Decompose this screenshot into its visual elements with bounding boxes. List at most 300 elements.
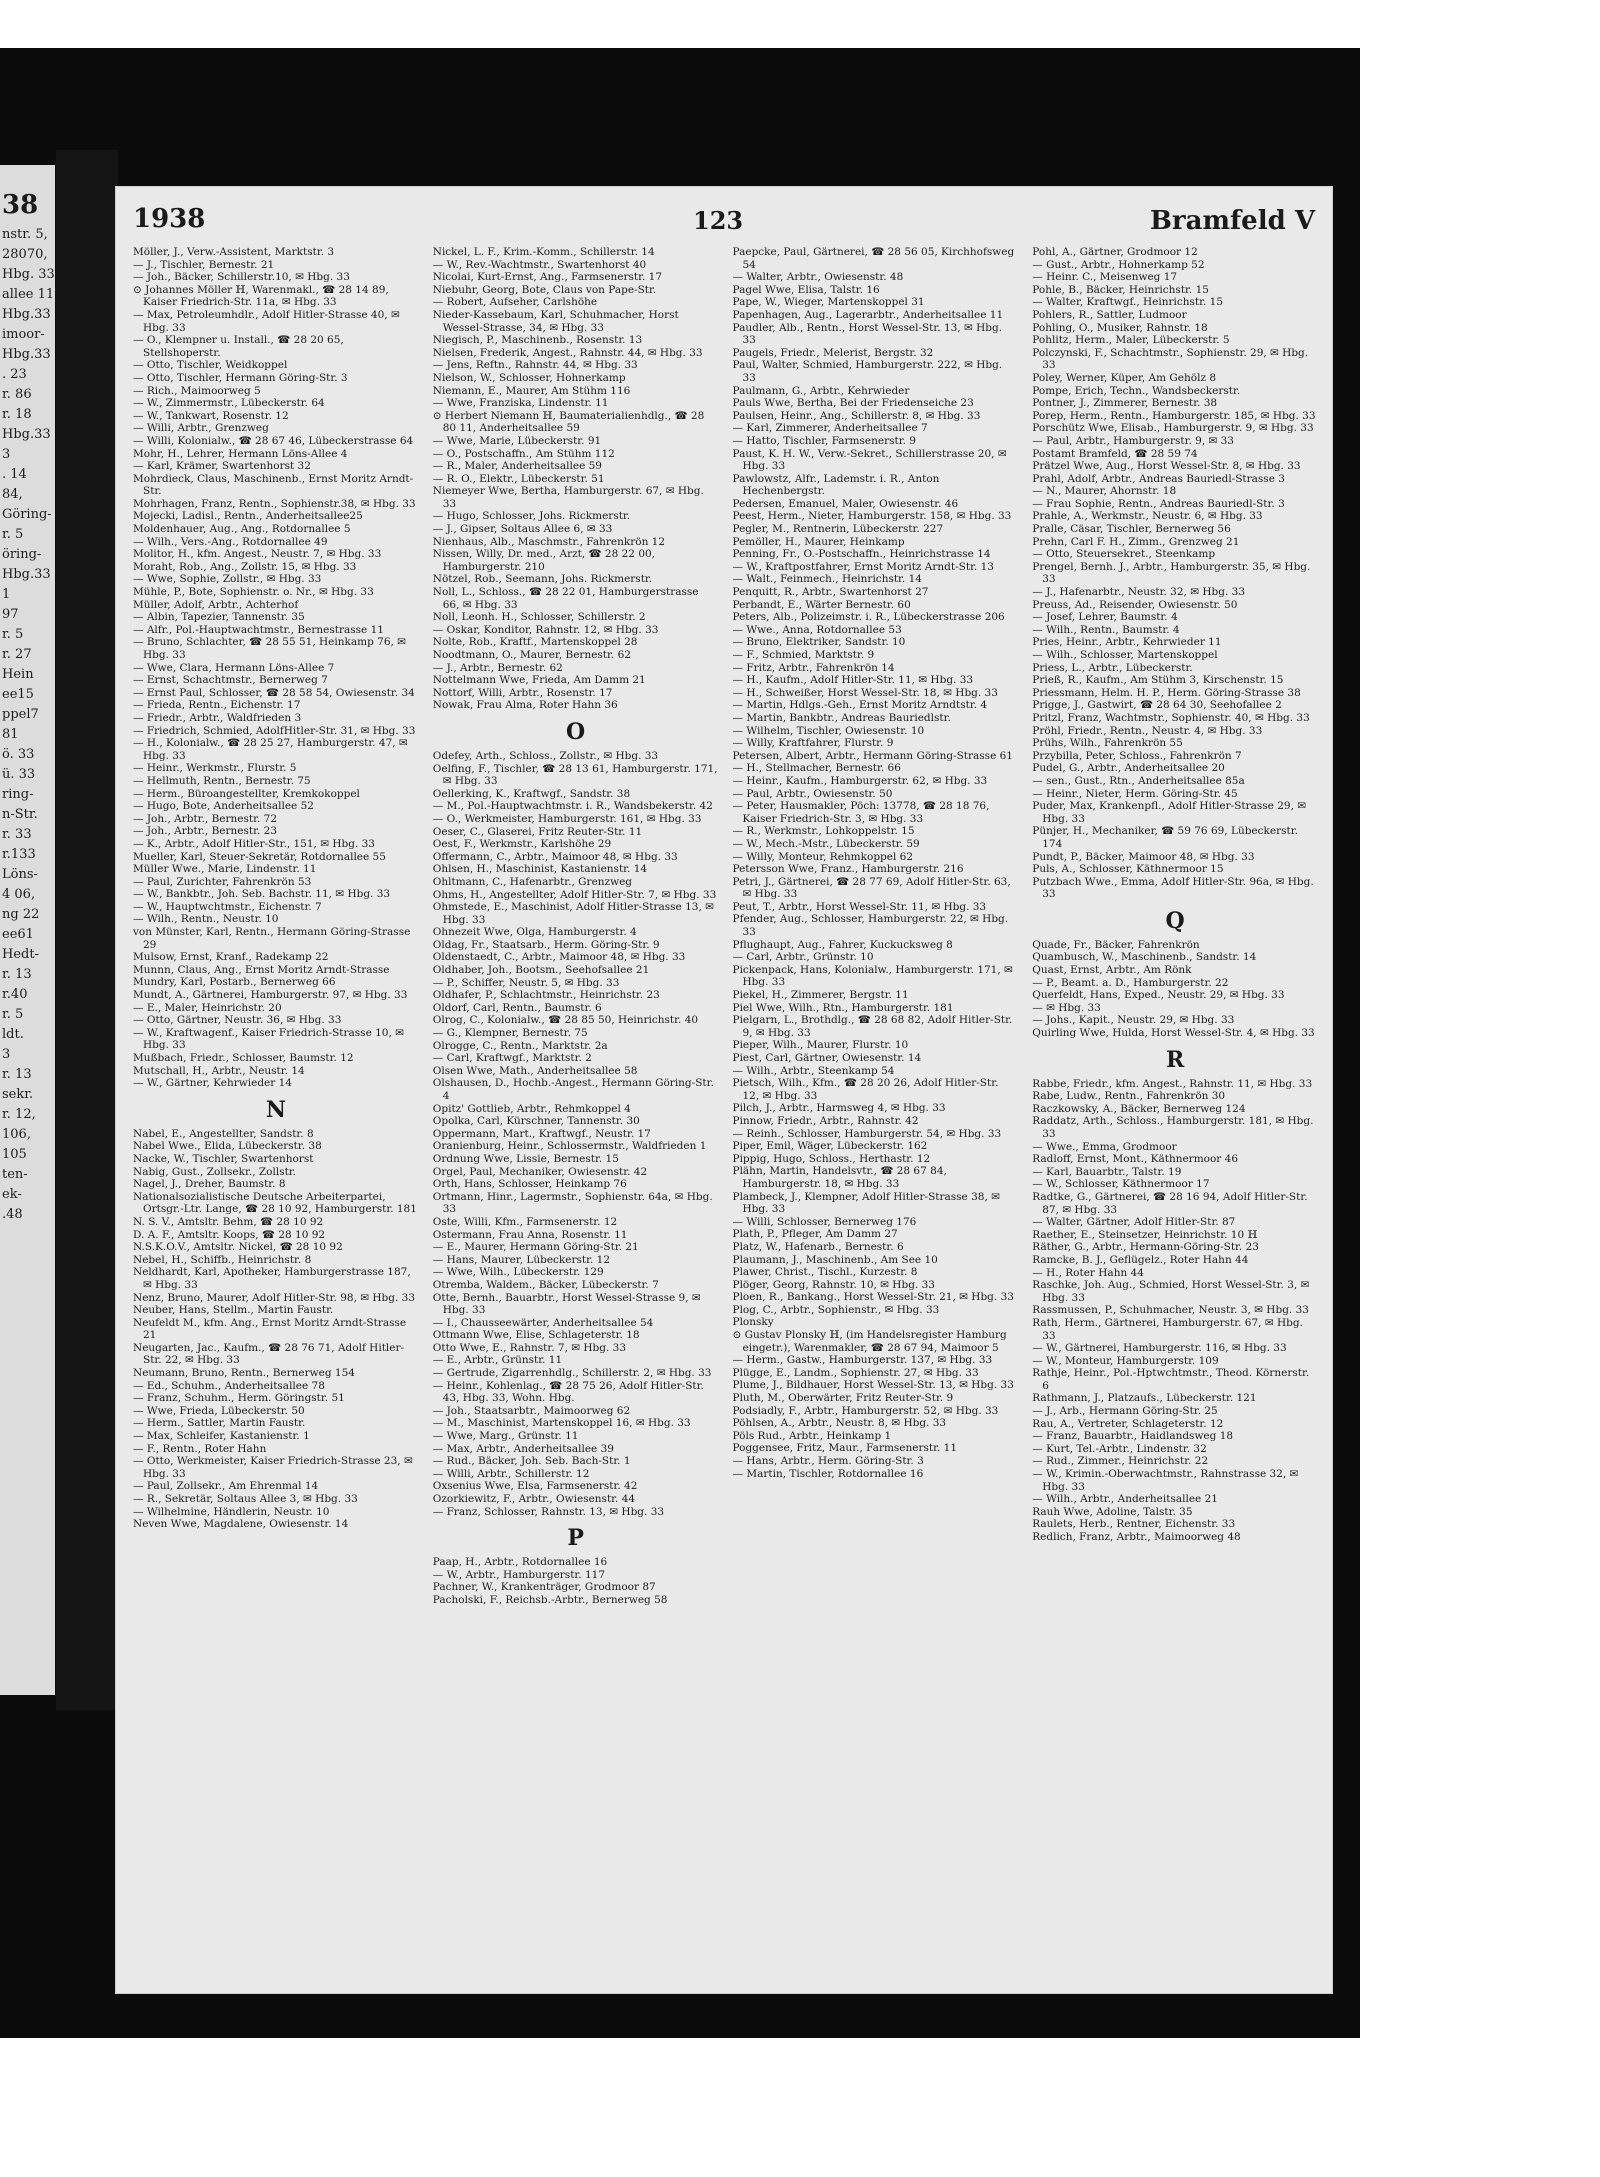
directory-entry: Nolte, Rob., Kraftf., Martenskoppel 28 bbox=[432, 636, 638, 649]
directory-entry: — Alfr., Pol.-Hauptwachtmstr., Bernestrasse 11 bbox=[133, 623, 384, 636]
directory-entry: Pöhlsen, A., Arbtr., Neustr. 8, ✉ Hbg. 33 bbox=[732, 1417, 947, 1430]
directory-entry: Piest, Carl, Gärtner, Owiesenstr. 14 bbox=[732, 1052, 922, 1064]
directory-entry: — Peter, Hausmakler, Pöch: 13778, ☎ 28 18 76, Kaiser Friedrich-Str. 3, ✉ Hbg. 33 bbox=[732, 800, 990, 825]
directory-entry: Raddatz, Arth., Schloss., Hamburgerstr. 181, ✉ Hbg. 33 bbox=[1032, 1115, 1314, 1140]
directory-entry: Pachner, W., Krankenträger, Grodmoor 87 bbox=[432, 1581, 656, 1594]
directory-entry: — Joh., Bäcker, Schillerstr.10, ✉ Hbg. 33 bbox=[133, 271, 350, 284]
left-page-fragment: r. 13 bbox=[2, 967, 32, 982]
left-page-fragment: r.40 bbox=[2, 987, 28, 1002]
directory-entry: — Herm., Sattler, Martin Faustr. bbox=[133, 1417, 306, 1430]
directory-entry: — ✉ Hbg. 33 bbox=[1032, 1001, 1101, 1014]
directory-entry: Plog, C., Arbtr., Sophienstr., ✉ Hbg. 33 bbox=[732, 1303, 940, 1316]
directory-entry: — Heinr. C., Meisenweg 17 bbox=[1032, 271, 1178, 284]
directory-entry: — W., Krimin.-Oberwachtmstr., Rahnstrasse 32, ✉ Hbg. 33 bbox=[1032, 1468, 1299, 1493]
directory-entry: — Wwe., Emma, Grodmoor bbox=[1032, 1140, 1177, 1153]
directory-entry: — Carl, Arbtr., Grünstr. 10 bbox=[732, 951, 874, 964]
directory-entry: — Joh., Arbtr., Bernestr. 72 bbox=[133, 812, 278, 825]
directory-entry: — Willi, Schlosser, Bernerweg 176 bbox=[732, 1215, 917, 1228]
directory-entry: Plume, J., Bildhauer, Horst Wessel-Str. 13, ✉ Hbg. 33 bbox=[732, 1379, 1014, 1392]
directory-entry: — Fritz, Arbtr., Fahrenkrön 14 bbox=[732, 661, 895, 674]
directory-entry: — Oskar, Konditor, Rahnstr. 12, ✉ Hbg. 33 bbox=[432, 623, 659, 636]
directory-entry: Ostermann, Frau Anna, Rosenstr. 11 bbox=[432, 1228, 628, 1241]
directory-entry: — Wilh., Schlosser, Martenskoppel bbox=[1032, 649, 1218, 661]
directory-entry: — R., Sekretär, Soltaus Allee 3, ✉ Hbg. 33 bbox=[133, 1493, 358, 1505]
directory-entry: Porep, Herm., Rentn., Hamburgerstr. 185, ✉ Hbg. 33 bbox=[1032, 409, 1316, 422]
directory-entry: — Wilhelm, Tischler, Owiesenstr. 10 bbox=[732, 724, 925, 737]
directory-entry: — Robert, Aufseher, Carlshöhe bbox=[432, 296, 598, 309]
directory-entry: Oldhaber, Joh., Bootsm., Seehofsallee 21 bbox=[432, 964, 650, 977]
section-letter: Q bbox=[1165, 907, 1185, 934]
section-letter: P bbox=[567, 1525, 584, 1552]
directory-entry: — Frau Sophie, Rentn., Andreas Bauriedl-Str. 3 bbox=[1032, 497, 1285, 510]
directory-entry: Paudler, Alb., Rentn., Horst Wessel-Str. 13, ✉ Hbg. 33 bbox=[732, 321, 1003, 347]
directory-entry: — Ernst, Schachtmstr., Bernerweg 7 bbox=[133, 674, 328, 687]
directory-entry: Ploen, R., Bankang., Horst Wessel-Str. 21, ✉ Hbg. 33 bbox=[732, 1291, 1014, 1304]
directory-entry: Podsiadly, F., Arbtr., Hamburgerstr. 52, ✉ Hbg. 33 bbox=[732, 1404, 999, 1417]
directory-entry: Otte, Bernh., Bauarbtr., Horst Wessel-Strasse 9, ✉ Hbg. 33 bbox=[432, 1291, 701, 1317]
directory-entry: Pagel Wwe, Elisa, Talstr. 16 bbox=[732, 283, 880, 296]
directory-entry: Pegler, M., Rentnerin, Lübeckerstr. 227 bbox=[732, 523, 944, 536]
directory-entry: Paul, Walter, Schmied, Hamburgerstr. 222, ✉ Hbg. 33 bbox=[732, 359, 1003, 384]
directory-entry: Ohlsen, H., Maschinist, Kastanienstr. 14 bbox=[432, 863, 648, 876]
directory-entry: Plügge, E., Landm., Sophienstr. 27, ✉ Hbg. 33 bbox=[732, 1366, 979, 1379]
directory-entry: Oeser, C., Glaserei, Fritz Reuter-Str. 11 bbox=[432, 825, 643, 838]
directory-entry: — W., Tankwart, Rosenstr. 12 bbox=[133, 409, 289, 422]
left-page-fragment: ng 22 bbox=[2, 907, 40, 922]
directory-entry: Noll, L., Schloss., ☎ 28 22 01, Hamburgerstrasse 66, ✉ Hbg. 33 bbox=[432, 586, 699, 611]
directory-entry: — Martin, Tischler, Rotdornallee 16 bbox=[732, 1467, 924, 1480]
directory-entry: Pinnow, Friedr., Arbtr., Rahnstr. 42 bbox=[732, 1114, 919, 1127]
directory-entry: Niemann, E., Maurer, Am Stühm 116 bbox=[432, 384, 631, 397]
directory-entry: Oste, Willi, Kfm., Farmsenerstr. 12 bbox=[432, 1215, 618, 1228]
directory-entry: Piel Wwe, Wilh., Rtn., Hamburgerstr. 181 bbox=[732, 1001, 954, 1014]
directory-entry: Quast, Ernst, Arbtr., Am Rönk bbox=[1032, 964, 1192, 977]
directory-entry: Raschke, Joh. Aug., Schmied, Horst Wessel-Str. 3, ✉ Hbg. 33 bbox=[1032, 1279, 1310, 1304]
directory-entry: Pflughaupt, Aug., Fahrer, Kuckucksweg 8 bbox=[732, 938, 953, 951]
directory-entry: Penning, Fr., O.-Postschaffn., Heinrichstrasse 14 bbox=[732, 548, 991, 561]
left-page-fragment: Hein bbox=[2, 667, 34, 682]
directory-entry: Ohnezeit Wwe, Olga, Hamburgerstr. 4 bbox=[432, 926, 637, 939]
directory-entry: — Hugo, Bote, Anderheitsallee 52 bbox=[133, 800, 314, 813]
left-page-edge bbox=[0, 165, 55, 1695]
directory-entry: Rathje, Heinr., Pol.-Hptwchtmstr., Theod. Körnerstr. 6 bbox=[1032, 1367, 1310, 1392]
directory-entry: — sen., Gust., Rtn., Anderheitsallee 85a bbox=[1032, 774, 1245, 787]
directory-entry: — P., Beamt. a. D., Hamburgerstr. 22 bbox=[1032, 976, 1229, 989]
directory-entry: Petri, J., Gärtnerei, ☎ 28 77 69, Adolf Hitler-Str. 63, ✉ Hbg. 33 bbox=[732, 875, 1011, 901]
directory-entry: Neldhardt, Karl, Apotheker, Hamburgerstrasse 187, ✉ Hbg. 33 bbox=[133, 1266, 411, 1291]
directory-entry: — Karl, Krämer, Swartenhorst 32 bbox=[133, 460, 311, 473]
directory-entry: Rath, Herm., Gärtnerei, Hamburgerstr. 67, ✉ Hbg. 33 bbox=[1032, 1316, 1303, 1342]
directory-entry: Radloff, Ernst, Mont., Käthnermoor 46 bbox=[1032, 1153, 1239, 1166]
directory-entry: — Karl, Bauarbtr., Talstr. 19 bbox=[1032, 1165, 1182, 1178]
directory-entry: Olshausen, D., Hochb.-Angest., Hermann Göring-Str. 4 bbox=[432, 1077, 714, 1102]
directory-entry: Ortmann, Hinr., Lagermstr., Sophienstr. 64a, ✉ Hbg. 33 bbox=[432, 1190, 713, 1216]
directory-entry: D. A. F., Amtsltr. Koops, ☎ 28 10 92 bbox=[133, 1228, 326, 1241]
directory-entry: — Hans, Arbtr., Herm. Göring-Str. 3 bbox=[732, 1455, 924, 1467]
directory-columns bbox=[133, 246, 1318, 1986]
directory-entry: — W., Monteur, Hamburgerstr. 109 bbox=[1032, 1354, 1219, 1367]
directory-entry: — G., Klempner, Bernestr. 75 bbox=[432, 1027, 588, 1040]
directory-entry: — Hugo, Schlosser, Johs. Rickmerstr. bbox=[432, 510, 631, 523]
directory-entry: Mühle, P., Bote, Sophienstr. o. Nr., ✉ Hbg. 33 bbox=[133, 586, 374, 599]
left-page-fragment: . 14 bbox=[2, 467, 27, 482]
directory-entry: — W., Mech.-Mstr., Lübeckerstr. 59 bbox=[732, 837, 920, 850]
directory-entry: Orgel, Paul, Mechaniker, Owiesenstr. 42 bbox=[432, 1165, 648, 1178]
directory-entry: — W., Kraftpostfahrer, Ernst Moritz Arndt-Str. 13 bbox=[732, 560, 994, 573]
directory-entry: Pielgarn, L., Brothdlg., ☎ 28 68 82, Adolf Hitler-Str. 9, ✉ Hbg. 33 bbox=[732, 1014, 1013, 1039]
directory-entry: — Josef, Lehrer, Baumstr. 4 bbox=[1032, 611, 1178, 624]
book-gutter bbox=[56, 150, 118, 1710]
scan-margin-bottom bbox=[0, 2040, 1600, 2177]
left-page-fragment: 38 bbox=[2, 190, 39, 220]
directory-entry: — Rud., Zimmer., Heinrichstr. 22 bbox=[1032, 1455, 1209, 1468]
directory-entry: — E., Arbtr., Grünstr. 11 bbox=[432, 1354, 563, 1367]
directory-entry: — W., Arbtr., Hamburgerstr. 117 bbox=[432, 1568, 606, 1581]
directory-entry: — R. O., Elektr., Lübeckerstr. 51 bbox=[432, 472, 605, 485]
directory-entry: Mutschall, H., Arbtr., Neustr. 14 bbox=[133, 1064, 305, 1077]
directory-entry: Pohl, A., Gärtner, Grodmoor 12 bbox=[1032, 246, 1198, 258]
directory-entry: Mojecki, Ladisl., Rentn., Anderheitsallee25 bbox=[133, 510, 363, 523]
directory-entry: — W., Hauptwchtmstr., Eichenstr. 7 bbox=[133, 900, 322, 913]
directory-entry: Poley, Werner, Küper, Am Gehölz 8 bbox=[1032, 371, 1217, 384]
directory-entry: Olrog, C., Kolonialw., ☎ 28 85 50, Heinrichstr. 40 bbox=[432, 1014, 699, 1027]
directory-entry: — Wwe, Sophie, Zollstr., ✉ Hbg. 33 bbox=[133, 573, 322, 586]
left-page-fragment: sekr. bbox=[2, 1087, 34, 1102]
directory-entry: Nagel, J., Dreher, Baumstr. 8 bbox=[133, 1178, 286, 1191]
directory-column-4 bbox=[1032, 246, 1318, 1986]
directory-entry: — Franz, Bauarbtr., Haidlandsweg 18 bbox=[1032, 1430, 1234, 1443]
directory-entry: Penquitt, R., Arbtr., Swartenhorst 27 bbox=[732, 586, 929, 599]
directory-entry: Moraht, Rob., Ang., Zollstr. 15, ✉ Hbg. 33 bbox=[133, 560, 357, 573]
directory-entry: Pröhl, Friedr., Rentn., Neustr. 4, ✉ Hbg. 33 bbox=[1032, 724, 1263, 737]
directory-entry: Opolka, Carl, Kürschner, Tannenstr. 30 bbox=[432, 1115, 640, 1128]
directory-entry: — Otto, Tischler, Hermann Göring-Str. 3 bbox=[133, 371, 348, 384]
directory-entry: Nötzel, Rob., Seemann, Johs. Rickmerstr. bbox=[432, 573, 653, 586]
left-page-fragment: 3 bbox=[2, 447, 11, 462]
directory-entry: Nieder-Kassebaum, Karl, Schuhmacher, Horst Wessel-Strasse, 34, ✉ Hbg. 33 bbox=[432, 308, 679, 334]
directory-entry: Pacholski, F., Reichsb.-Arbtr., Bernerweg 58 bbox=[432, 1593, 668, 1606]
directory-entry: — Gust., Arbtr., Hohnerkamp 52 bbox=[1032, 258, 1205, 271]
directory-entry: Pemöller, H., Maurer, Heinkamp bbox=[732, 535, 905, 548]
directory-entry: — N., Maurer, Ahornstr. 18 bbox=[1032, 485, 1177, 498]
directory-entry: Oelfing, F., Tischler, ☎ 28 13 61, Hamburgerstr. 171, ✉ Hbg. 33 bbox=[432, 762, 718, 788]
directory-entry: Odefey, Arth., Schloss., Zollstr., ✉ Hbg. 33 bbox=[432, 749, 659, 762]
directory-entry: Pilch, J., Arbtr., Harmsweg 4, ✉ Hbg. 33 bbox=[732, 1102, 946, 1115]
directory-entry: — Heinr., Nieter, Herm. Göring-Str. 45 bbox=[1032, 787, 1238, 800]
directory-entry: Pralle, Cäsar, Tischler, Bernerweg 56 bbox=[1032, 523, 1231, 536]
directory-entry: Molitor, H., kfm. Angest., Neustr. 7, ✉ Hbg. 33 bbox=[133, 548, 382, 561]
left-page-fragment: Hbg. 33 bbox=[2, 267, 55, 282]
left-page-fragment: ek- bbox=[2, 1187, 22, 1202]
directory-column-2 bbox=[433, 246, 719, 1986]
directory-entry: — R., Maler, Anderheitsallee 59 bbox=[432, 460, 602, 473]
directory-entry: Niebuhr, Georg, Bote, Claus von Pape-Str. bbox=[432, 283, 657, 296]
left-page-fragment: Hbg.33 bbox=[2, 347, 51, 362]
directory-entry: Redlich, Franz, Arbtr., Maimoorweg 48 bbox=[1032, 1531, 1241, 1543]
directory-entry: Plambeck, J., Klempner, Adolf Hitler-Strasse 38, ✉ Hbg. 33 bbox=[732, 1190, 1000, 1216]
page-number: 123 bbox=[693, 206, 744, 235]
left-page-fragment: ring- bbox=[2, 787, 34, 802]
directory-entry: — Martin, Hdlgs.-Geh., Ernst Moritz Arndtstr. 4 bbox=[732, 699, 988, 712]
directory-entry: Pohle, B., Bäcker, Heinrichstr. 15 bbox=[1032, 283, 1209, 296]
directory-entry: Paepcke, Paul, Gärtnerei, ☎ 28 56 05, Kirchhofsweg 54 bbox=[732, 246, 1015, 271]
directory-entry: Rau, A., Vertreter, Schlageterstr. 12 bbox=[1032, 1417, 1224, 1430]
directory-entry: Polczynski, F., Schachtmstr., Sophienstr. 29, ✉ Hbg. 33 bbox=[1032, 346, 1309, 372]
directory-entry: Nenz, Bruno, Maurer, Adolf Hitler-Str. 98, ✉ Hbg. 33 bbox=[133, 1291, 416, 1304]
directory-entry: Piper, Emil, Wäger, Lübeckerstr. 162 bbox=[732, 1140, 928, 1153]
directory-entry: Nabig, Gust., Zollsekr., Zollstr. bbox=[133, 1165, 297, 1178]
directory-entry: Nationalsozialistische Deutsche Arbeiterpartei, Ortsgr.-Ltr. Lange, ☎ 28 10 92, Hamburgerstr. 181 bbox=[133, 1190, 417, 1216]
directory-entry: Otto Wwe, E., Rahnstr. 7, ✉ Hbg. 33 bbox=[432, 1341, 627, 1354]
directory-entry: Mohrdieck, Claus, Maschinenb., Ernst Moritz Arndt-Str. bbox=[133, 472, 414, 498]
directory-entry: — Otto, Gärtner, Neustr. 36, ✉ Hbg. 33 bbox=[133, 1014, 342, 1027]
directory-entry: — Franz, Schuhm., Herm. Göringstr. 51 bbox=[133, 1392, 345, 1405]
directory-entry: — Franz, Schlosser, Rahnstr. 13, ✉ Hbg. 33 bbox=[432, 1505, 665, 1518]
directory-entry: Oest, F., Werkmstr., Karlshöhe 29 bbox=[432, 838, 612, 851]
directory-entry: Paulsen, Heinr., Ang., Schillerstr. 8, ✉ Hbg. 33 bbox=[732, 409, 981, 422]
left-page-fragment: r.133 bbox=[2, 847, 36, 862]
directory-entry: Nielsen, Frederik, Angest., Rahnstr. 44, ✉ Hbg. 33 bbox=[432, 346, 703, 359]
directory-entry: — Ed., Schuhm., Anderheitsallee 78 bbox=[133, 1379, 325, 1392]
directory-entry: — O., Klempner u. Install., ☎ 28 20 65, Stellshoperstr. bbox=[133, 334, 344, 359]
directory-entry: Pries, Heinr., Arbtr., Kehrwieder 11 bbox=[1032, 636, 1222, 649]
directory-entry: — Willy, Kraftfahrer, Flurstr. 9 bbox=[732, 737, 894, 750]
directory-entry: — Hans, Maurer, Lübeckerstr. 12 bbox=[432, 1253, 611, 1266]
directory-entry: — Wwe, Marie, Lübeckerstr. 91 bbox=[432, 434, 602, 447]
directory-entry: — W., Schlosser, Käthnermoor 17 bbox=[1032, 1178, 1210, 1191]
left-page-fragment: 4 06, bbox=[2, 887, 36, 902]
directory-entry: — Wwe, Marg., Grünstr. 11 bbox=[432, 1430, 579, 1443]
directory-entry: — Wilh., Rentn., Baumstr. 4 bbox=[1032, 623, 1180, 636]
directory-entry: — Walter, Gärtner, Adolf Hitler-Str. 87 bbox=[1032, 1216, 1236, 1229]
directory-entry: Rauh Wwe, Adoline, Talstr. 35 bbox=[1032, 1505, 1193, 1518]
directory-entry: Pünjer, H., Mechaniker, ☎ 59 76 69, Lübeckerstr. 174 bbox=[1032, 825, 1298, 850]
directory-entry: Nottorf, Willi, Arbtr., Rosenstr. 17 bbox=[432, 686, 613, 699]
directory-entry: — Joh., Staatsarbtr., Maimoorweg 62 bbox=[432, 1404, 631, 1417]
directory-entry: Priessmann, Helm. H. P., Herm. Göring-Strasse 38 bbox=[1032, 686, 1301, 699]
directory-entry: Paust, K. H. W., Verw.-Sekret., Schillerstrasse 20, ✉ Hbg. 33 bbox=[732, 447, 1007, 473]
directory-entry: Pauls Wwe, Bertha, Bei der Friedenseiche 23 bbox=[732, 397, 974, 410]
directory-entry: — Wwe, Wilh., Lübeckerstr. 129 bbox=[432, 1266, 604, 1279]
directory-entry: Pietsch, Wilh., Kfm., ☎ 28 20 26, Adolf Hitler-Str. 12, ✉ Hbg. 33 bbox=[732, 1077, 999, 1102]
directory-entry: Olsen Wwe, Math., Anderheitsallee 58 bbox=[432, 1064, 638, 1077]
directory-entry: Oldorf, Carl, Rentn., Baumstr. 6 bbox=[432, 1001, 602, 1014]
directory-entry: — Frieda, Rentn., Eichenstr. 17 bbox=[133, 699, 301, 712]
directory-entry: Nicolai, Kurt-Ernst, Ang., Farmsenerstr. 17 bbox=[432, 271, 663, 284]
directory-entry: Ramcke, B. J., Geflügelz., Roter Hahn 44 bbox=[1032, 1253, 1249, 1266]
directory-entry: — Carl, Kraftwgf., Marktstr. 2 bbox=[432, 1052, 592, 1065]
directory-entry: — R., Werkmstr., Lohkoppelstr. 15 bbox=[732, 825, 915, 838]
directory-entry: — H., Kaufm., Adolf Hitler-Str. 11, ✉ Hbg. 33 bbox=[732, 674, 974, 687]
directory-entry: — F., Schmied, Marktstr. 9 bbox=[732, 649, 875, 661]
directory-entry: Peters, Alb., Polizeimstr. i. R., Lübeckerstrasse 206 bbox=[732, 611, 1005, 624]
directory-entry: Pickenpack, Hans, Kolonialw., Hamburgerstr. 171, ✉ Hbg. 33 bbox=[732, 963, 1013, 989]
directory-entry: — Herm., Büroangestellter, Kremkokoppel bbox=[133, 787, 360, 800]
directory-entry: — Joh., Arbtr., Bernestr. 23 bbox=[133, 825, 278, 838]
directory-entry: — M., Maschinist, Martenskoppel 16, ✉ Hbg. 33 bbox=[432, 1417, 691, 1430]
directory-entry: Räther, G., Arbtr., Hermann-Göring-Str. 23 bbox=[1032, 1241, 1259, 1254]
left-page-fragment: r. 86 bbox=[2, 387, 32, 402]
directory-entry: Pritzl, Franz, Wachtmstr., Sophienstr. 40, ✉ Hbg. 33 bbox=[1032, 711, 1310, 724]
directory-entry: Nielson, W., Schlosser, Hohnerkamp bbox=[432, 371, 626, 384]
directory-entry: Oxsenius Wwe, Elsa, Farmsenerstr. 42 bbox=[432, 1480, 638, 1493]
directory-entry: — W., Zimmermstr., Lübeckerstr. 64 bbox=[133, 397, 325, 410]
directory-entry: Ottmann Wwe, Elise, Schlageterstr. 18 bbox=[432, 1329, 640, 1342]
directory-entry: Pluth, M., Oberwärter, Fritz Reuter-Str. 9 bbox=[732, 1392, 954, 1405]
left-page-fragment: imoor- bbox=[2, 327, 45, 342]
directory-entry: — Wilh., Vers.-Ang., Rotdornallee 49 bbox=[133, 535, 328, 548]
directory-entry: — Ernst Paul, Schlosser, ☎ 28 58 54, Owiesenstr. 34 bbox=[133, 686, 415, 699]
directory-entry: Offermann, C., Arbtr., Maimoor 48, ✉ Hbg. 33 bbox=[432, 850, 678, 863]
directory-entry: — F., Rentn., Roter Hahn bbox=[133, 1442, 267, 1455]
directory-entry: Plähn, Martin, Handelsvtr., ☎ 28 67 84, Hamburgerstr. 18, ✉ Hbg. 33 bbox=[732, 1165, 947, 1190]
directory-entry: Petersson Wwe, Franz., Hamburgerstr. 216 bbox=[732, 863, 964, 876]
directory-entry: Orth, Hans, Schlosser, Heinkamp 76 bbox=[432, 1178, 627, 1191]
directory-entry: Pieper, Wilh., Maurer, Flurstr. 10 bbox=[732, 1039, 909, 1052]
directory-entry: — Rud., Bäcker, Joh. Seb. Bach-Str. 1 bbox=[432, 1455, 631, 1468]
left-page-fragment: r. 5 bbox=[2, 527, 24, 542]
directory-entry: Piekel, H., Zimmerer, Bergstr. 11 bbox=[732, 989, 909, 1002]
directory-entry: Mohr, H., Lehrer, Hermann Löns-Allee 4 bbox=[133, 447, 348, 460]
directory-entry: — Otto, Werkmeister, Kaiser Friedrich-Strasse 23, ✉ Hbg. 33 bbox=[133, 1455, 413, 1480]
directory-entry: Noodtmann, O., Maurer, Bernestr. 62 bbox=[432, 649, 631, 661]
directory-entry: Radtke, G., Gärtnerei, ☎ 28 16 94, Adolf Hitler-Str. 87, ✉ Hbg. 33 bbox=[1032, 1190, 1308, 1216]
directory-entry: Nabel, E., Angestellter, Sandstr. 8 bbox=[133, 1127, 314, 1140]
directory-entry: Pudel, G., Arbtr., Anderheitsallee 20 bbox=[1032, 762, 1225, 775]
left-page-fragment: r. 27 bbox=[2, 647, 32, 662]
directory-entry: ⊙ Johannes Möller ℍ, Warenmakl., ☎ 28 14 89, Kaiser Friedrich-Str. 11a, ✉ Hbg. 33 bbox=[133, 283, 389, 309]
directory-entry: — Wwe, Franziska, Lindenstr. 11 bbox=[432, 397, 609, 410]
directory-entry: Rassmussen, P., Schuhmacher, Neustr. 3, ✉ Hbg. 33 bbox=[1032, 1304, 1309, 1317]
directory-entry: Postamt Bramfeld, ☎ 28 59 74 bbox=[1032, 447, 1198, 460]
directory-entry: — W., Kraftwagenf., Kaiser Friedrich-Strasse 10, ✉ Hbg. 33 bbox=[133, 1026, 404, 1052]
left-page-fragment: ldt. bbox=[2, 1027, 24, 1042]
directory-entry: Puls, A., Schlosser, Käthnermoor 15 bbox=[1032, 863, 1224, 876]
directory-entry: Nienhaus, Alb., Maschmstr., Fahrenkrön 12 bbox=[432, 535, 666, 548]
directory-entry: — Herm., Gastw., Hamburgerstr. 137, ✉ Hbg. 33 bbox=[732, 1354, 993, 1367]
directory-entry: — W., Gärtnerei, Hamburgerstr. 116, ✉ Hbg. 33 bbox=[1032, 1342, 1287, 1355]
directory-entry: Nebel, H., Schiffb., Heinrichstr. 8 bbox=[133, 1253, 312, 1266]
directory-entry: Ohms, H., Angestellter, Adolf Hitler-Str. 7, ✉ Hbg. 33 bbox=[432, 888, 717, 901]
directory-entry: — H., Kolonialw., ☎ 28 25 27, Hamburgerstr. 47, ✉ Hbg. 33 bbox=[133, 737, 408, 762]
directory-entry: N. S. V., Amtsltr. Behm, ☎ 28 10 92 bbox=[133, 1215, 324, 1228]
directory-entry: — Friedrich, Schmied, AdolfHitler-Str. 31, ✉ Hbg. 33 bbox=[133, 724, 416, 737]
directory-entry: Oldag, Fr., Staatsarb., Herm. Göring-Str. 9 bbox=[432, 938, 660, 951]
left-page-fragment: . 23 bbox=[2, 367, 27, 382]
directory-entry: Ozorkiewitz, F., Arbtr., Owiesenstr. 44 bbox=[432, 1493, 636, 1505]
directory-entry: Peest, Herm., Nieter, Hamburgerstr. 158, ✉ Hbg. 33 bbox=[732, 510, 1012, 523]
directory-entry: Pedersen, Emanuel, Maler, Owiesenstr. 46 bbox=[732, 497, 959, 510]
directory-entry: Mußbach, Friedr., Schlosser, Baumstr. 12 bbox=[133, 1052, 354, 1064]
left-page-fragment: r. 12, bbox=[2, 1107, 36, 1122]
directory-entry: — Wwe, Clara, Hermann Löns-Allee 7 bbox=[133, 661, 335, 674]
directory-entry: Paap, H., Arbtr., Rotdornallee 16 bbox=[432, 1556, 608, 1569]
directory-entry: Pawlowstz, Alfr., Lademstr. i. R., Anton Hechenbergstr. bbox=[732, 472, 940, 498]
left-page-fragment: .48 bbox=[2, 1207, 23, 1222]
directory-entry: Oppermann, Mart., Kraftwgf., Neustr. 17 bbox=[432, 1127, 651, 1140]
directory-entry: Plawer, Christ., Tischl., Kurzestr. 8 bbox=[732, 1266, 918, 1279]
directory-entry: — Wilh., Arbtr., Anderheitsallee 21 bbox=[1032, 1493, 1218, 1506]
left-page-fragment: öring- bbox=[2, 547, 42, 562]
directory-entry: Pfender, Aug., Schlosser, Hamburgerstr. 22, ✉ Hbg. 33 bbox=[732, 913, 1009, 939]
directory-entry: Papenhagen, Aug., Lagerarbtr., Anderheitsallee 11 bbox=[732, 308, 1004, 321]
directory-entry: Müller Wwe., Marie, Lindenstr. 11 bbox=[133, 863, 317, 876]
directory-entry: — Kurt, Tel.-Arbtr., Lindenstr. 32 bbox=[1032, 1442, 1207, 1455]
directory-entry: Neugarten, Jac., Kaufm., ☎ 28 76 71, Adolf Hitler-Str. 22, ✉ Hbg. 33 bbox=[133, 1341, 405, 1367]
directory-entry: — Willi, Arbtr., Grenzweg bbox=[133, 422, 269, 435]
directory-entry: Pohlers, R., Sattler, Ludmoor bbox=[1032, 308, 1187, 321]
directory-entry: — Willi, Kolonialw., ☎ 28 67 46, Lübeckerstrasse 64 bbox=[133, 434, 414, 447]
directory-entry: Prehn, Carl F. H., Zimm., Grenzweg 21 bbox=[1032, 535, 1240, 548]
directory-entry: — Wilhelmine, Händlerin, Neustr. 10 bbox=[133, 1505, 330, 1518]
directory-entry: Raether, E., Steinsetzer, Heinrichstr. 10 ℍ bbox=[1032, 1228, 1258, 1241]
directory-entry: — J., Gipser, Soltaus Allee 6, ✉ 33 bbox=[432, 523, 613, 536]
left-page-fragment: r. 5 bbox=[2, 1007, 24, 1022]
directory-entry: Pippig, Hugo, Schloss., Herthastr. 12 bbox=[732, 1152, 931, 1165]
directory-entry: — Albin, Tapezier, Tannenstr. 35 bbox=[133, 611, 305, 624]
directory-entry: Mueller, Karl, Steuer-Sekretär, Rotdornallee 55 bbox=[133, 850, 386, 863]
directory-entry: Przybilla, Peter, Schloss., Fahrenkrön 7 bbox=[1032, 749, 1242, 762]
directory-entry: Niemeyer Wwe, Bertha, Hamburgerstr. 67, ✉ Hbg. 33 bbox=[432, 485, 704, 510]
directory-entry: Poggensee, Fritz, Maur., Farmsenerstr. 11 bbox=[732, 1442, 958, 1455]
directory-entry: Quambusch, W., Maschinenb., Sandstr. 14 bbox=[1032, 951, 1257, 964]
directory-entry: Nacke, W., Tischler, Swartenhorst bbox=[133, 1152, 314, 1165]
directory-entry: — Jens, Reftn., Rahnstr. 44, ✉ Hbg. 33 bbox=[432, 359, 638, 372]
directory-entry: Neumann, Bruno, Rentn., Bernerweg 154 bbox=[133, 1367, 355, 1380]
section-letter: O bbox=[566, 718, 586, 745]
directory-entry: — Paul, Zurichter, Fahrenkrön 53 bbox=[133, 875, 312, 888]
directory-entry: — O., Postschaffn., Am Stühm 112 bbox=[432, 447, 615, 460]
directory-page bbox=[115, 186, 1333, 1994]
directory-entry: Nickel, L. F., Krim.-Komm., Schillerstr. 14 bbox=[432, 246, 655, 258]
directory-entry: Mundt, A., Gärtnerei, Hamburgerstr. 97, ✉ Hbg. 33 bbox=[133, 989, 408, 1002]
directory-entry: Plath, P., Pfleger, Am Damm 27 bbox=[732, 1228, 898, 1241]
directory-entry: N.S.K.O.V., Amtsltr. Nickel, ☎ 28 10 92 bbox=[133, 1241, 343, 1254]
left-page-fragment: 84, bbox=[2, 487, 23, 502]
directory-entry: Pundt, P., Bäcker, Maimoor 48, ✉ Hbg. 33 bbox=[1032, 850, 1255, 863]
directory-entry: Prätzel Wwe, Aug., Horst Wessel-Str. 8, ✉ Hbg. 33 bbox=[1032, 460, 1301, 473]
left-page-fragment: Hedt- bbox=[2, 947, 39, 962]
left-page-fragment: 97 bbox=[2, 607, 19, 622]
directory-entry: Peut, T., Arbtr., Horst Wessel-Str. 11, ✉ Hbg. 33 bbox=[732, 900, 987, 913]
left-page-fragment: Hbg.33 bbox=[2, 307, 51, 322]
directory-entry: — Hellmuth, Rentn., Bernestr. 75 bbox=[133, 774, 311, 787]
directory-entry: — Bruno, Schlachter, ☎ 28 55 51, Heinkamp 76, ✉ Hbg. 33 bbox=[133, 636, 406, 661]
left-page-fragment: ö. 33 bbox=[2, 747, 35, 762]
directory-entry: — Max, Arbtr., Anderheitsallee 39 bbox=[432, 1442, 614, 1455]
left-page-fragment: Löns- bbox=[2, 867, 38, 882]
directory-entry: — H., Schweißer, Horst Wessel-Str. 18, ✉ Hbg. 33 bbox=[732, 686, 998, 699]
directory-entry: — Willi, Arbtr., Schillerstr. 12 bbox=[432, 1467, 590, 1480]
left-page-fragment: nstr. 5, bbox=[2, 227, 48, 242]
directory-entry: — H., Stellmacher, Bernestr. 66 bbox=[732, 762, 901, 775]
directory-entry: — Otto, Tischler, Weidkoppel bbox=[133, 359, 288, 372]
directory-entry: Ohltmann, C., Hafenarbtr., Grenzweg bbox=[432, 875, 633, 888]
directory-entry: Munnn, Claus, Ang., Ernst Moritz Arndt-Strasse bbox=[133, 963, 390, 976]
directory-entry: — Paul, Zollsekr., Am Ehrenmal 14 bbox=[133, 1480, 319, 1493]
directory-entry: Pöls Rud., Arbtr., Heinkamp 1 bbox=[732, 1429, 892, 1442]
directory-entry: — J., Arb., Hermann Göring-Str. 25 bbox=[1032, 1405, 1218, 1418]
directory-entry: ⊙ Herbert Niemann ℍ, Baumaterialienhdlg., ☎ 28 80 11, Anderheitsallee 59 bbox=[432, 409, 705, 435]
left-page-fragment: 106, bbox=[2, 1127, 31, 1142]
directory-entry: Noll, Leonh. H., Schlosser, Schillerstr. 2 bbox=[432, 611, 646, 624]
left-page-fragment: r. 13 bbox=[2, 1067, 32, 1082]
directory-entry: Oranienburg, Heinr., Schlossermstr., Waldfrieden 1 bbox=[432, 1140, 707, 1153]
directory-entry: — J., Tischler, Bernestr. 21 bbox=[133, 258, 275, 271]
directory-entry: Priess, L., Arbtr., Lübeckerstr. bbox=[1032, 661, 1193, 674]
directory-entry: — J., Hafenarbtr., Neustr. 32, ✉ Hbg. 33 bbox=[1032, 586, 1245, 599]
directory-entry: Oellerking, K., Kraftwgf., Sandstr. 38 bbox=[432, 787, 631, 800]
